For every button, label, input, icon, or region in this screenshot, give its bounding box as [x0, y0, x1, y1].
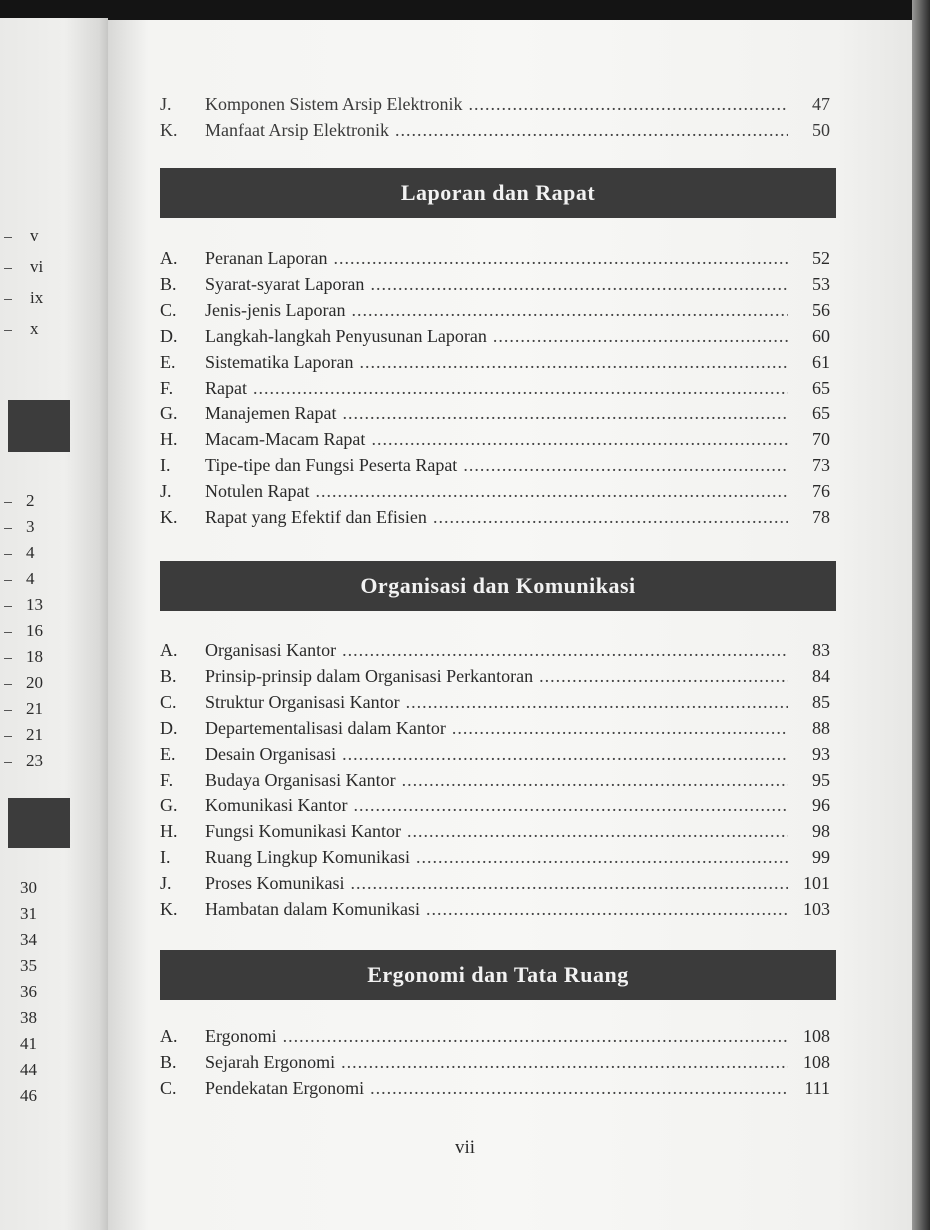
- toc-entry-page: 99: [812, 847, 830, 868]
- toc-entry-title: Notulen Rapat: [205, 481, 310, 502]
- toc-entry-title-row: [205, 689, 788, 715]
- toc-entry-title-row: [205, 870, 788, 896]
- left-page-number: 46: [20, 1086, 37, 1105]
- left-page-number: v: [30, 226, 39, 245]
- toc-entry-title-row: [205, 741, 788, 767]
- toc-entry-title: Jenis-jenis Laporan: [205, 299, 346, 320]
- toc-entry-title: Budaya Organisasi Kantor: [205, 769, 396, 790]
- left-leader-tick: [4, 658, 12, 659]
- toc-entry-title: Ruang Lingkup Komunikasi: [205, 847, 410, 868]
- toc-entry-letter: C.: [160, 691, 177, 712]
- section-heading: Laporan dan Rapat: [160, 168, 836, 218]
- toc-entry-page: 73: [812, 455, 830, 476]
- toc-entry-page: 85: [812, 691, 830, 712]
- toc-entry-letter: F.: [160, 377, 174, 398]
- left-leader-tick: [4, 502, 12, 503]
- toc-entry-title-row: [205, 792, 788, 818]
- toc-entry-letter: C.: [160, 299, 177, 320]
- toc-entry-title: Prinsip-prinsip dalam Organisasi Perkantoran: [205, 665, 534, 686]
- toc-entry-page: 65: [812, 377, 830, 398]
- toc-entry-page: 65: [812, 403, 830, 424]
- toc-entry-letter: I.: [160, 455, 171, 476]
- toc-entry-page: 70: [812, 429, 830, 450]
- toc-entry-page: 88: [812, 717, 830, 738]
- toc-entry-letter: H.: [160, 821, 178, 842]
- toc-entry-title-row: [205, 323, 788, 349]
- toc-entry-letter: C.: [160, 1077, 177, 1098]
- dot-leader: [452, 715, 788, 741]
- toc-entry-letter: B.: [160, 665, 177, 686]
- toc-entry: [160, 91, 830, 117]
- toc-entry-letter: H.: [160, 429, 178, 450]
- left-page-number: 21: [26, 725, 43, 744]
- toc-entry: [160, 452, 830, 478]
- dot-leader: [539, 663, 788, 689]
- left-leader-tick: [4, 299, 12, 300]
- toc-entry: [160, 689, 830, 715]
- left-page-number: 21: [26, 699, 43, 718]
- toc-entry-page: 50: [812, 120, 830, 140]
- toc-entry-title: Tipe-tipe dan Fungsi Peserta Rapat: [205, 455, 458, 476]
- toc-entry-page: 56: [812, 299, 830, 320]
- left-leader-tick: [4, 580, 12, 581]
- left-page-number: 18: [26, 647, 43, 666]
- toc-entry-title: Hambatan dalam Komunikasi: [205, 899, 420, 919]
- toc-entry-title: Langkah-langkah Penyusunan Laporan: [205, 325, 487, 346]
- left-page-number: 35: [20, 956, 37, 975]
- left-leader-tick: [4, 268, 12, 269]
- toc-entry-title: Rapat yang Efektif dan Efisien: [205, 507, 427, 527]
- toc-entry-page: 108: [803, 1026, 830, 1046]
- toc-entry-page: 108: [803, 1051, 830, 1072]
- toc-entry: [160, 245, 830, 271]
- dot-leader: [406, 689, 788, 715]
- toc-entry-page: 78: [812, 507, 830, 527]
- left-leader-tick: [4, 710, 12, 711]
- dot-leader: [283, 1023, 788, 1049]
- toc-entry-title-row: [205, 375, 788, 401]
- dot-leader: [333, 245, 788, 271]
- toc-entry: [160, 870, 830, 896]
- left-page-number: x: [30, 319, 39, 338]
- toc-entry-page: 60: [812, 325, 830, 346]
- dot-leader: [341, 1049, 788, 1075]
- toc-entry-title: Ergonomi: [205, 1026, 277, 1046]
- toc-entry-letter: G.: [160, 795, 178, 816]
- left-page-number: 4: [26, 569, 35, 588]
- toc-entry: [160, 349, 830, 375]
- toc-entry-letter: F.: [160, 769, 174, 790]
- section-heading: Ergonomi dan Tata Ruang: [160, 950, 836, 1000]
- page-number: vii: [454, 1137, 476, 1158]
- toc-entry-title: Peranan Laporan: [205, 248, 328, 268]
- toc-entry-title-row: [205, 349, 788, 375]
- toc-entry-title-row: [205, 117, 788, 143]
- toc-entry-title-row: [205, 844, 788, 870]
- toc-entry-letter: J.: [160, 873, 172, 894]
- left-leader-tick: [4, 528, 12, 529]
- dot-leader: [370, 271, 788, 297]
- right-edge-shadow: [912, 0, 930, 1230]
- left-leader-tick: [4, 684, 12, 685]
- dot-leader: [342, 741, 788, 767]
- left-leader-tick: [4, 606, 12, 607]
- left-page-number: 2: [26, 491, 35, 510]
- left-page-number: 44: [20, 1060, 37, 1079]
- previous-page-strip: [0, 18, 108, 1230]
- left-page-number: 38: [20, 1008, 37, 1027]
- toc-entry-page: 53: [812, 273, 830, 294]
- left-page-number: 30: [20, 878, 37, 897]
- toc-entry-title: Sejarah Ergonomi: [205, 1051, 336, 1072]
- toc-entry: [160, 844, 830, 870]
- toc-entry: [160, 323, 830, 349]
- dot-leader: [315, 478, 788, 504]
- toc-entry-title: Komponen Sistem Arsip Elektronik: [205, 94, 463, 114]
- left-page-number: 16: [26, 621, 43, 640]
- toc-entry-letter: D.: [160, 717, 178, 738]
- left-section-block: [8, 400, 70, 452]
- top-edge-shadow: [0, 0, 930, 20]
- toc-entry: [160, 1075, 830, 1101]
- left-leader-tick: [4, 554, 12, 555]
- toc-entry-title-row: [205, 1075, 788, 1101]
- toc-entry-letter: I.: [160, 847, 171, 868]
- left-page-number: 36: [20, 982, 37, 1001]
- dot-leader: [468, 91, 788, 117]
- left-page-number: 20: [26, 673, 43, 692]
- toc-entry-page: 111: [804, 1077, 830, 1098]
- toc-entry: [160, 818, 830, 844]
- toc-entry: [160, 400, 830, 426]
- toc-entry-title: Sistematika Laporan: [205, 351, 354, 372]
- toc-entry-page: 98: [812, 821, 830, 842]
- toc-entry: [160, 426, 830, 452]
- dot-leader: [353, 792, 788, 818]
- left-page-number: 41: [20, 1034, 37, 1053]
- dot-leader: [463, 452, 788, 478]
- left-page-number: 23: [26, 751, 43, 770]
- dot-leader: [493, 323, 788, 349]
- left-page-number: 13: [26, 595, 43, 614]
- dot-leader: [433, 504, 788, 530]
- toc-entry-letter: B.: [160, 1051, 177, 1072]
- toc-entry-letter: G.: [160, 403, 178, 424]
- left-page-number: 3: [26, 517, 35, 536]
- toc-entry-title-row: [205, 504, 788, 530]
- left-page-number: 34: [20, 930, 37, 949]
- toc-entry-page: 96: [812, 795, 830, 816]
- toc-entry-page: 52: [812, 248, 830, 268]
- dot-leader: [426, 896, 788, 922]
- dot-leader: [342, 400, 788, 426]
- toc-entry-letter: J.: [160, 94, 172, 114]
- toc-entry-title-row: [205, 245, 788, 271]
- toc-entry-title: Manfaat Arsip Elektronik: [205, 120, 389, 140]
- toc-entry: [160, 896, 830, 922]
- toc-entry-letter: K.: [160, 120, 178, 140]
- toc-entry-page: 84: [812, 665, 830, 686]
- toc-entry-title-row: [205, 478, 788, 504]
- toc-entry: [160, 741, 830, 767]
- toc-entry-title-row: [205, 663, 788, 689]
- dot-leader: [370, 1075, 788, 1101]
- toc-entry: [160, 117, 830, 143]
- toc-entry-title-row: [205, 767, 788, 793]
- toc-entry: [160, 271, 830, 297]
- toc-entry-page: 76: [812, 481, 830, 502]
- toc-entry-title: Rapat: [205, 377, 247, 398]
- dot-leader: [342, 637, 788, 663]
- toc-entry-title: Departementalisasi dalam Kantor: [205, 717, 446, 738]
- toc-entry-letter: J.: [160, 481, 172, 502]
- toc-entry-title-row: [205, 715, 788, 741]
- left-page-number: vi: [30, 257, 44, 276]
- left-page-number: 31: [20, 904, 37, 923]
- toc-entry-title-row: [205, 637, 788, 663]
- toc-entry-page: 47: [812, 94, 830, 114]
- dot-leader: [407, 818, 788, 844]
- toc-entry-letter: A.: [160, 1026, 178, 1046]
- dot-leader: [351, 870, 789, 896]
- dot-leader: [359, 349, 788, 375]
- toc-entry-letter: D.: [160, 325, 178, 346]
- toc-entry-page: 61: [812, 351, 830, 372]
- toc-entry-title: Desain Organisasi: [205, 743, 337, 764]
- toc-entry-letter: A.: [160, 248, 178, 268]
- toc-entry-title: Struktur Organisasi Kantor: [205, 691, 400, 712]
- toc-entry: [160, 478, 830, 504]
- left-leader-tick: [4, 632, 12, 633]
- toc-entry-title-row: [205, 452, 788, 478]
- dot-leader: [402, 767, 788, 793]
- toc-entry-title-row: [205, 1023, 788, 1049]
- toc-entry-title-row: [205, 271, 788, 297]
- toc-entry: [160, 297, 830, 323]
- left-leader-tick: [4, 762, 12, 763]
- toc-entry: [160, 1023, 830, 1049]
- toc-entry: [160, 637, 830, 663]
- toc-entry-title-row: [205, 426, 788, 452]
- toc-entry-title: Proses Komunikasi: [205, 873, 345, 894]
- toc-entry: [160, 767, 830, 793]
- toc-entry-title-row: [205, 818, 788, 844]
- toc-entry-letter: K.: [160, 899, 178, 919]
- toc-entry-title: Syarat-syarat Laporan: [205, 273, 365, 294]
- left-page-number: ix: [30, 288, 44, 307]
- dot-leader: [371, 426, 788, 452]
- toc-entry-title: Macam-Macam Rapat: [205, 429, 366, 450]
- toc-entry-title: Organisasi Kantor: [205, 640, 337, 660]
- toc-entry-title: Pendekatan Ergonomi: [205, 1077, 365, 1098]
- toc-entry-page: 101: [803, 873, 830, 894]
- toc-entry: [160, 1049, 830, 1075]
- dot-leader: [253, 375, 788, 401]
- dot-leader: [395, 117, 788, 143]
- toc-entry-letter: B.: [160, 273, 177, 294]
- toc-entry-title-row: [205, 1049, 788, 1075]
- toc-entry: [160, 663, 830, 689]
- dot-leader: [416, 844, 788, 870]
- toc-entry: [160, 792, 830, 818]
- toc-entry-letter: E.: [160, 743, 176, 764]
- left-leader-tick: [4, 736, 12, 737]
- toc-entry-title-row: [205, 91, 788, 117]
- toc-entry-page: 93: [812, 743, 830, 764]
- left-leader-tick: [4, 237, 12, 238]
- toc-entry-letter: A.: [160, 640, 178, 660]
- toc-entry-letter: K.: [160, 507, 178, 527]
- toc-entry: [160, 375, 830, 401]
- left-leader-tick: [4, 330, 12, 331]
- toc-entry: [160, 715, 830, 741]
- toc-entry-title-row: [205, 297, 788, 323]
- toc-entry-title: Manajemen Rapat: [205, 403, 337, 424]
- toc-entry-page: 83: [812, 640, 830, 660]
- toc-entry-page: 95: [812, 769, 830, 790]
- toc-entry-letter: E.: [160, 351, 176, 372]
- left-page-number: 4: [26, 543, 35, 562]
- toc-entry-title-row: [205, 896, 788, 922]
- toc-entry: [160, 504, 830, 530]
- toc-entry-title-row: [205, 400, 788, 426]
- toc-entry-title: Komunikasi Kantor: [205, 795, 348, 816]
- left-section-block: [8, 798, 70, 848]
- toc-entry-title: Fungsi Komunikasi Kantor: [205, 821, 401, 842]
- dot-leader: [351, 297, 788, 323]
- section-heading: Organisasi dan Komunikasi: [160, 561, 836, 611]
- toc-entry-page: 103: [803, 899, 830, 919]
